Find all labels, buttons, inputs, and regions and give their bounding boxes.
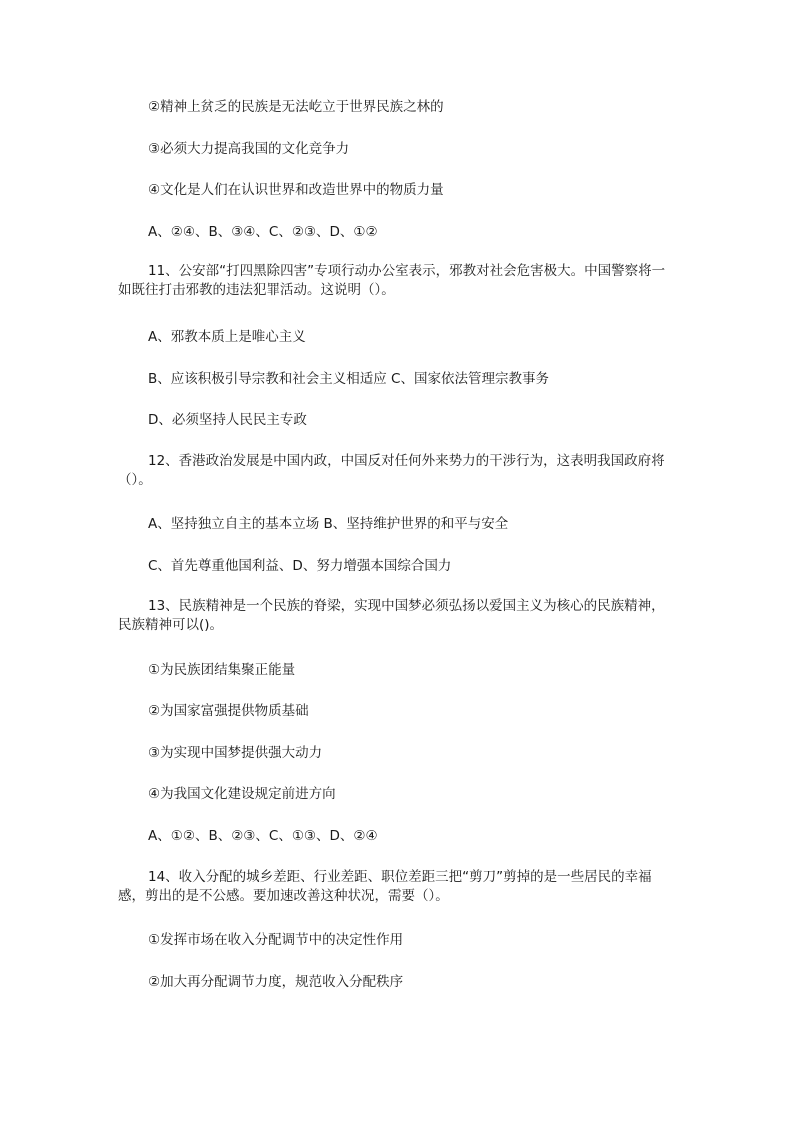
q11-choice-b-c: B、应该积极引导宗教和社会主义相适应 C、国家依法管理宗教事务 bbox=[148, 371, 549, 387]
answer-choices-10: A、②④、B、③④、C、②③、D、①② bbox=[148, 224, 378, 240]
option-3-statement: ③必须大力提高我国的文化竞争力 bbox=[148, 141, 350, 157]
q12-choice-c-d: C、首先尊重他国利益、D、努力增强本国综合国力 bbox=[148, 558, 452, 574]
question-14: 14、收入分配的城乡差距、行业差距、职位差距三把“剪刀”剪掉的是一些居民的幸福感，剪出的是不公感。要加速改善这种状况，需要（）。 bbox=[118, 869, 652, 904]
q13-statement-3: ③为实现中国梦提供强大动力 bbox=[148, 745, 323, 761]
q13-statement-2: ②为国家富强提供物质基础 bbox=[148, 703, 309, 719]
option-4-statement: ④文化是人们在认识世界和改造世界中的物质力量 bbox=[148, 182, 444, 198]
q13-statement-1: ①为民族团结集聚正能量 bbox=[148, 662, 296, 678]
q14-statement-2: ②加大再分配调节力度，规范收入分配秩序 bbox=[148, 974, 404, 990]
q11-choice-a: A、邪教本质上是唯心主义 bbox=[148, 329, 306, 345]
answer-choices-13: A、①②、B、②③、C、①③、D、②④ bbox=[148, 828, 378, 844]
q12-choice-a-b: A、坚持独立自主的基本立场 B、坚持维护世界的和平与安全 bbox=[148, 516, 509, 532]
question-12: 12、香港政治发展是中国内政，中国反对任何外来势力的干涉行为，这表明我国政府将（）。 bbox=[118, 453, 665, 488]
question-11: 11、公安部“打四黑除四害”专项行动办公室表示，邪教对社会危害极大。中国警察将一如既往打击邪教的违法犯罪活动。这说明（）。 bbox=[118, 263, 666, 298]
q14-statement-1: ①发挥市场在收入分配调节中的决定性作用 bbox=[148, 932, 404, 948]
option-2-statement: ②精神上贫乏的民族是无法屹立于世界民族之林的 bbox=[148, 99, 444, 115]
q11-choice-d: D、必须坚持人民民主专政 bbox=[148, 412, 307, 428]
q13-statement-4: ④为我国文化建设规定前进方向 bbox=[148, 786, 336, 802]
question-13: 13、民族精神是一个民族的脊梁，实现中国梦必须弘扬以爱国主义为核心的民族精神，民族精神可以()。 bbox=[118, 598, 665, 633]
